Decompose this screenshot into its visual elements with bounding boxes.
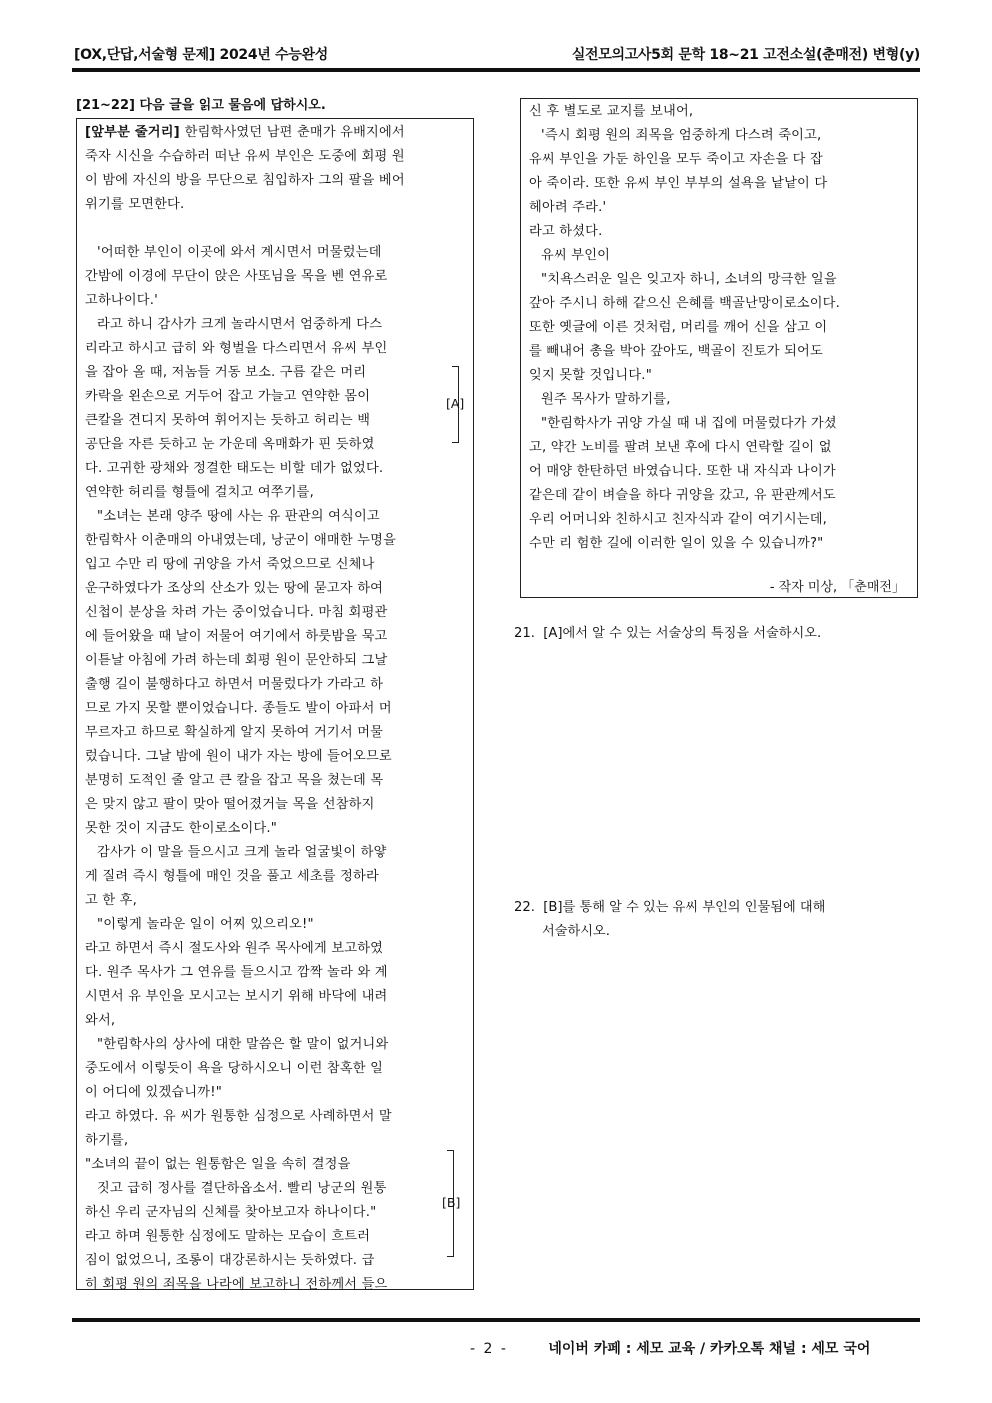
passage-line: 시면서 유 부인을 모시고는 보시기 위해 바닥에 내려 [85,989,388,1004]
passage-box-right [520,98,918,598]
page-number: - 2 - [470,1341,508,1357]
passage-line: 라고 하니 감사가 크게 놀라시면서 엄중하게 다스 [97,317,383,332]
passage-line: 입고 수만 리 땅에 귀양을 가서 죽었으므로 신체나 [85,557,375,572]
passage-line: 또한 옛글에 이른 것처럼, 머리를 깨어 신을 삼고 이 [529,320,828,335]
passage-line: 운구하였다가 조상의 산소가 있는 땅에 묻고자 하여 [85,581,384,596]
passage-line: 고, 약간 노비를 팔려 보낸 후에 다시 연락할 길이 없 [529,440,832,455]
source-citation: - 작자 미상, 「춘매전」 [769,580,905,595]
passage-line: 잊지 못할 것입니다." [529,368,652,383]
passage-line: 못한 것이 지금도 한이로소이다." [85,821,278,836]
passage-line: 우리 어머니와 친하시고 친자식과 같이 여기시는데, [529,512,828,527]
passage-line: 어 매양 한탄하던 바였습니다. 또한 내 자식과 나이가 [529,464,836,479]
question-21-text: [A]에서 알 수 있는 서술상의 특징을 서술하시오. [543,626,822,641]
passage-line: "치욕스러운 일은 잊고자 하니, 소녀의 망극한 일을 [541,272,837,287]
passage-right-text [529,100,909,556]
passage-line: 큰칼을 견디지 못하여 휘어지는 듯하고 허리는 백 [85,413,371,428]
passage-line: 위기를 모면한다. [85,197,185,212]
passage-line: 감사가 이 말을 들으시고 크게 놀라 얼굴빛이 하얗 [97,845,387,860]
passage-line: 연약한 허리를 형틀에 걸치고 여쭈기를, [85,485,314,500]
passage-line: 갚아 주시니 하해 같으신 은혜를 백골난망이로소이다. [529,296,841,311]
passage-line: 히 회평 원의 죄목을 나라에 보고하니 전하께서 들으 [85,1277,388,1292]
passage-line: 고 한 후, [85,893,137,908]
question-22-text: [B]를 통해 알 수 있는 유씨 부인의 인물됨에 대해 [543,900,826,915]
passage-line: 카락을 왼손으로 거두어 잡고 가늘고 연약한 몸이 [85,389,371,404]
passage-line: 유씨 부인을 가둔 하인을 모두 죽이고 자손을 다 잡 [529,152,823,167]
bracket-a-label: [A] [446,396,465,411]
passage-line: 를 빼내어 총을 박아 갚아도, 백골이 진토가 되어도 [529,344,823,359]
passage-line: "한림학사가 귀양 가실 때 내 집에 머물렀다가 가셨 [541,416,837,431]
passage-line: [앞부분 줄거리] 한림학사였던 남편 춘매가 유배지에서 [85,125,405,140]
passage-line: "이렇게 놀라운 일이 어찌 있으리오!" [97,917,314,932]
passage-line: 와서, [85,1013,116,1028]
passage-line: 에 들어왔을 때 날이 저물어 여기에서 하룻밤을 묵고 [85,629,388,644]
passage-box-left [76,118,474,1290]
passage-line: 하기를, [85,1133,129,1148]
passage-line: 무르자고 하므로 확실하게 알지 못하여 거기서 머물 [85,725,384,740]
passage-line: 다. 원주 목사가 그 연유를 들으시고 깜짝 놀라 와 계 [85,965,388,980]
bracket-b-label: [B] [442,1195,461,1210]
question-22-number: 22. [514,900,535,915]
passage-line: '즉시 회평 원의 죄목을 엄중하게 다스려 죽이고, [541,128,822,143]
passage-left-text [85,121,465,1297]
passage-line: 라고 하셨다. [529,224,603,239]
passage-line: 유씨 부인이 [541,248,611,263]
passage-line: "소녀의 끝이 없는 원통함은 일을 속히 결정을 [85,1157,351,1172]
passage-line: "소녀는 본래 양주 땅에 사는 유 판관의 여식이고 [97,509,380,524]
passage-line: 고하나이다.' [85,293,158,308]
passage-line: 하신 우리 군자님의 신체를 찾아보고자 하나이다." [85,1205,377,1220]
passage-line: 은 맞지 않고 팔이 맞아 떨어졌거늘 목을 선참하지 [85,797,375,812]
passage-line: 원주 목사가 말하기를, [541,392,671,407]
passage-line: 게 질려 즉시 형틀에 매인 것을 풀고 세초를 정하라 [85,869,379,884]
passage-line: 한림학사 이춘매의 아내였는데, 낭군이 애매한 누명을 [85,533,397,548]
passage-line: 같은데 같이 벼슬을 하다 귀양을 갔고, 유 판관께서도 [529,488,836,503]
passage-line: 짐이 없었으니, 조롱이 대강론하시는 듯하였다. 급 [85,1253,375,1268]
passage-line: 중도에서 이렇듯이 욕을 당하시오니 이런 참혹한 일 [85,1061,384,1076]
passage-line [85,217,465,241]
footer-contact: 네이버 카페 : 세모 교육 / 카카오톡 채널 : 세모 국어 [548,1341,871,1357]
passage-line: 라고 하였다. 유 씨가 원통한 심정으로 사례하면서 말 [85,1109,392,1124]
passage-line: 렀습니다. 그날 밤에 원이 내가 자는 방에 들어오므로 [85,749,392,764]
passage-line: 이튿날 아침에 가려 하는데 회평 원이 문안하되 그날 [85,653,388,668]
passage-line: 짓고 급히 정사를 결단하옵소서. 빨리 낭군의 원통 [97,1181,387,1196]
passage-line: 죽자 시신을 수습하러 떠난 유씨 부인은 도중에 회평 원 [85,149,405,164]
passage-line: 간밤에 이경에 무단이 앉은 사또님을 목을 벤 연유로 [85,269,388,284]
question-range-heading: [21~22] 다음 글을 읽고 물음에 답하시오. [76,98,326,113]
passage-line: 리라고 하시고 급히 와 형벌을 다스리면서 유씨 부인 [85,341,388,356]
summary-tag: [앞부분 줄거리] [85,125,185,140]
footer [470,1338,870,1358]
passage-line: 이 어디에 있겠습니까!" [85,1085,222,1100]
header-right: 실전모의고사5회 문학 18~21 고전소설(춘매전) 변형(y) [571,47,920,63]
bottom-rule [72,1318,920,1322]
passage-line: '어떠한 부인이 이곳에 와서 계시면서 머물렀는데 [97,245,382,260]
passage-line: 라고 하면서 즉시 절도사와 원주 목사에게 보고하였 [85,941,384,956]
passage-line: "한림학사의 상사에 대한 말씀은 할 말이 없거니와 [97,1037,389,1052]
header-left: [OX,단답,서술형 문제] 2024년 수능완성 [74,47,329,63]
passage-line: 분명히 도적인 줄 알고 큰 칼을 잡고 목을 쳤는데 목 [85,773,384,788]
passage-line: 다. 고귀한 광채와 정결한 태도는 비할 데가 없었다. [85,461,384,476]
passage-line: 헤아려 주라.' [529,200,607,215]
passage-line: 므로 가지 못할 뿐이었습니다. 종들도 발이 아파서 머 [85,701,392,716]
top-rule [72,68,920,72]
question-22 [514,896,924,944]
passage-line: 아 죽이라. 또한 유씨 부인 부부의 설욕을 낱낱이 다 [529,176,828,191]
question-22-text-cont: 서술하시오. [542,924,610,939]
question-21-number: 21. [514,626,535,641]
question-21 [514,622,821,646]
passage-line: 이 밤에 자신의 방을 무단으로 침입하자 그의 팔을 베어 [85,173,405,188]
passage-line: 을 잡아 올 때, 저놈들 거동 보소. 구름 같은 머리 [85,365,367,380]
passage-line: 신첩이 분상을 차려 가는 중이었습니다. 마침 회평관 [85,605,388,620]
passage-line: 출행 길이 불행하다고 하면서 머물렀다가 가라고 하 [85,677,384,692]
passage-line: 신 후 별도로 교지를 보내어, [529,104,694,119]
passage-line: 수만 리 험한 길에 이러한 일이 있을 수 있습니까?" [529,536,824,551]
passage-line: 라고 하며 원통한 심정에도 말하는 모습이 흐트러 [85,1229,371,1244]
passage-line: 공단을 자른 듯하고 눈 가운데 옥매화가 핀 듯하였 [85,437,375,452]
